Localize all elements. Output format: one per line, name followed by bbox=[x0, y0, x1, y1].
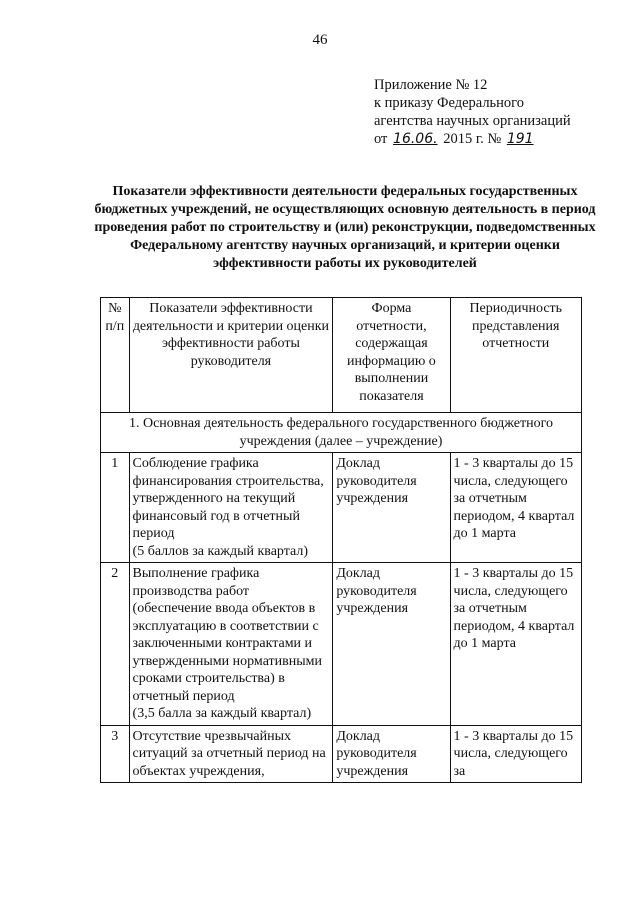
appendix-from: от bbox=[374, 131, 388, 147]
indicator-text: Отсутствие чрезвычайных ситуаций за отчетный период на объектах учреждения, bbox=[132, 728, 326, 779]
appendix-block bbox=[374, 76, 624, 148]
indicator-text: Выполнение графика производства работ (обеспечение ввода объектов в эксплуатацию в соответствии с заключенными контрактами и утвержденными нормативными сроками строительства) в отчетный период bbox=[132, 566, 323, 704]
row-indicator bbox=[129, 563, 333, 726]
appendix-year: 2015 г. № bbox=[443, 131, 502, 147]
row-number: 3 bbox=[101, 725, 130, 783]
header-report-form: Форма отчетности, содержащая информацию о выполнении показателя bbox=[333, 298, 450, 413]
appendix-line-2: к приказу Федерального bbox=[374, 95, 525, 111]
section-title: 1. Основная деятельность федерального государственного бюджетного учреждения (далее – учреждение) bbox=[101, 413, 582, 453]
appendix-line-1: Приложение № 12 bbox=[374, 77, 488, 93]
header-number: № п/п bbox=[101, 298, 130, 413]
row-report-form: Доклад руководителя учреждения bbox=[333, 725, 450, 783]
indicator-score: (3,5 балла за каждый квартал) bbox=[132, 706, 312, 721]
handwritten-date: 16.06. bbox=[393, 131, 438, 147]
indicators-table bbox=[100, 297, 582, 783]
appendix-line-3: агентства научных организаций bbox=[374, 113, 571, 129]
header-indicator: Показатели эффективности деятельности и критерии оценки эффективности работы руководителя bbox=[129, 298, 333, 413]
row-indicator bbox=[129, 453, 333, 563]
section-row bbox=[101, 413, 582, 453]
row-periodicity: 1 - 3 кварталы до 15 числа, следующего за bbox=[450, 725, 581, 783]
row-report-form: Доклад руководителя учреждения bbox=[333, 453, 450, 563]
indicator-text: Соблюдение графика финансирования строительства, утвержденного на текущий финансовый год в отчетный период bbox=[132, 456, 324, 541]
row-number: 1 bbox=[101, 453, 130, 563]
row-indicator bbox=[129, 725, 333, 783]
row-number: 2 bbox=[101, 563, 130, 726]
page-number: 46 bbox=[312, 32, 328, 48]
row-periodicity: 1 - 3 кварталы до 15 числа, следующего за отчетным периодом, 4 квартал до 1 марта bbox=[450, 563, 581, 726]
table-row bbox=[101, 725, 582, 783]
row-periodicity: 1 - 3 кварталы до 15 числа, следующего за отчетным периодом, 4 квартал до 1 марта bbox=[450, 453, 581, 563]
table-header-row bbox=[101, 298, 582, 413]
indicator-score: (5 баллов за каждый квартал) bbox=[132, 543, 309, 559]
table-row bbox=[101, 453, 582, 563]
table-row bbox=[101, 563, 582, 726]
document-title: Показатели эффективности деятельности федеральных государственных бюджетных учреждений, не осуществляющих основную деятельность в период проведения работ по строительству и (или) реконструкции, подведомственных Федеральному агентству научных организаций, и критерии оценки эффективности работы их руководителей bbox=[94, 184, 596, 271]
appendix-line-4 bbox=[374, 130, 624, 148]
header-periodicity: Периодичность представления отчетности bbox=[450, 298, 581, 413]
row-report-form: Доклад руководителя учреждения bbox=[333, 563, 450, 726]
handwritten-order-number: 191 bbox=[506, 131, 534, 147]
